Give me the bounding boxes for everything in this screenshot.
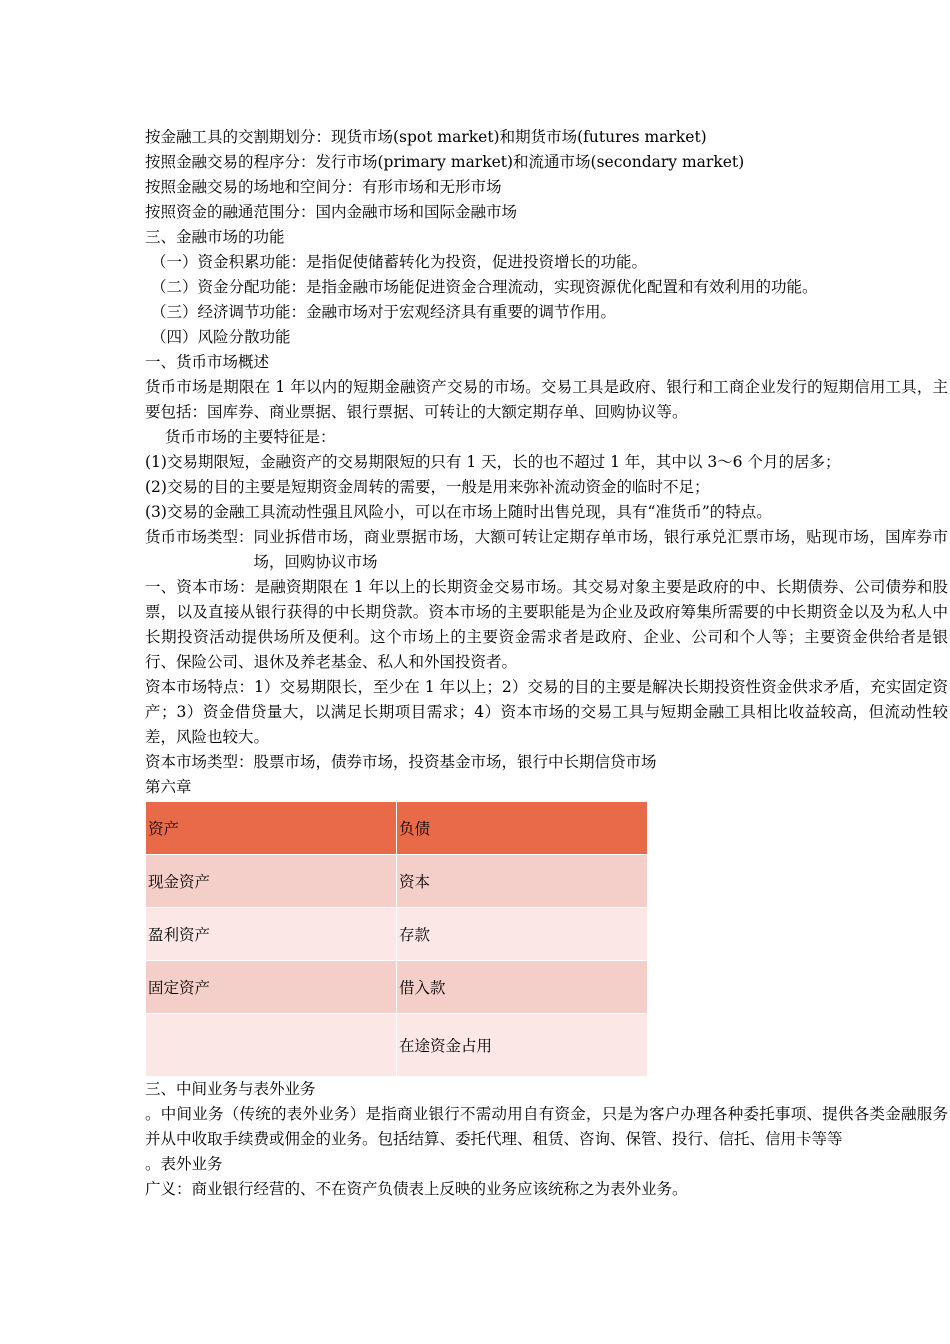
table-cell — [146, 1014, 397, 1077]
off-balance-broad: 广义：商业银行经营的、不在资产负债表上反映的业务应该统称之为表外业务。 — [145, 1180, 688, 1198]
document-page — [145, 125, 948, 1202]
off-balance-title: 。表外业务 — [145, 1155, 223, 1173]
money-market-feature-2: (2)交易的目的主要是短期资金周转的需要，一般是用来弥补流动资金的临时不足； — [145, 478, 710, 496]
table-header-row — [146, 802, 648, 855]
money-market-features-title: 货币市场的主要特征是： — [165, 428, 336, 446]
function-item-1: （一）资金积累功能：是指促使储蓄转化为投资，促进投资增长的功能。 — [151, 253, 648, 271]
text-line-delivery: 按金融工具的交割期划分：现货市场(spot market)和期货市场(futures market) — [145, 128, 707, 146]
table-row — [146, 908, 648, 961]
table-cell: 资本 — [397, 855, 648, 908]
table-header-cell: 资产 — [146, 802, 397, 855]
intermediary-definition: 。中间业务（传统的表外业务）是指商业银行不需动用自有资金，只是为客户办理各种委托事项、提供各类金融服务并从中收取手续费或佣金的业务。包括结算、委托代理、租赁、咨询、保管、投行、信托、信用卡等等 — [145, 1105, 948, 1148]
function-item-4: （四）风险分散功能 — [151, 328, 291, 346]
text-line-procedure: 按照金融交易的程序分：发行市场(primary market)和流通市场(secondary market) — [145, 153, 745, 171]
text-line-venue: 按照金融交易的场地和空间分：有形市场和无形市场 — [145, 178, 502, 196]
section-heading-money-market: 一、货币市场概述 — [145, 353, 270, 371]
table-row — [146, 961, 648, 1014]
table-cell: 固定资产 — [146, 961, 397, 1014]
money-market-feature-1: (1)交易期限短，金融资产的交易期限短的只有 1 天，长的也不超过 1 年，其中以 3～6 个月的居多； — [145, 453, 841, 471]
capital-market-features: 资本市场特点：1）交易期限长，至少在 1 年以上；2）交易的目的主要是解决长期投资性资金供求矛盾，充实固定资产；3）资金借贷量大，以满足长期项目需求；4）资本市场的交易工具与短期金融工具相比收益较高，但流动性较差，风险也较大。 — [145, 678, 948, 746]
capital-market-definition: 一、资本市场：是融资期限在 1 年以上的长期资金交易市场。其交易对象主要是政府的中、长期债券、公司债券和股票，以及直接从银行获得的中长期贷款。资本市场的主要职能是为企业及政府筹集所需要的中长期资金以及为私人中长期投资活动提供场所及便利。这个市场上的主要资金需求者是政府、企业、公司和个人等；主要资金供给者是银行、保险公司、退休及养老基金、私人和外国投资者。 — [145, 578, 948, 671]
capital-market-types: 资本市场类型：股票市场，债券市场，投资基金市场，银行中长期信贷市场 — [145, 753, 657, 771]
section-heading-functions: 三、金融市场的功能 — [145, 228, 285, 246]
money-market-types — [145, 525, 948, 575]
table-cell: 借入款 — [397, 961, 648, 1014]
table-cell: 现金资产 — [146, 855, 397, 908]
money-market-feature-3: (3)交易的金融工具流动性强且风险小，可以在市场上随时出售兑现，具有“准货币”的特点。 — [145, 503, 772, 521]
table-row — [146, 1014, 648, 1077]
table-cell: 在途资金占用 — [397, 1014, 648, 1077]
table-cell: 盈利资产 — [146, 908, 397, 961]
function-item-2: （二）资金分配功能：是指金融市场能促进资金合理流动，实现资源优化配置和有效利用的功能。 — [151, 278, 818, 296]
table-cell: 存款 — [397, 908, 648, 961]
money-market-definition: 货币市场是期限在 1 年以内的短期金融资产交易的市场。交易工具是政府、银行和工商企业发行的短期信用工具，主要包括：国库券、商业票据、银行票据、可转让的大额定期存单、回购协议等。 — [145, 378, 948, 421]
table-row — [146, 855, 648, 908]
text-line-scope: 按照资金的融通范围分：国内金融市场和国际金融市场 — [145, 203, 518, 221]
money-market-types-label: 货币市场类型： — [145, 528, 254, 546]
balance-sheet-table — [145, 801, 648, 1077]
section-heading-intermediary: 三、中间业务与表外业务 — [145, 1080, 316, 1098]
table-header-cell: 负债 — [397, 802, 648, 855]
function-item-3: （三）经济调节功能：金融市场对于宏观经济具有重要的调节作用。 — [151, 303, 617, 321]
chapter-heading: 第六章 — [145, 778, 192, 796]
money-market-types-text: 同业拆借市场，商业票据市场，大额可转让定期存单市场，银行承兑汇票市场，贴现市场，国库券市场，回购协议市场 — [253, 528, 948, 571]
